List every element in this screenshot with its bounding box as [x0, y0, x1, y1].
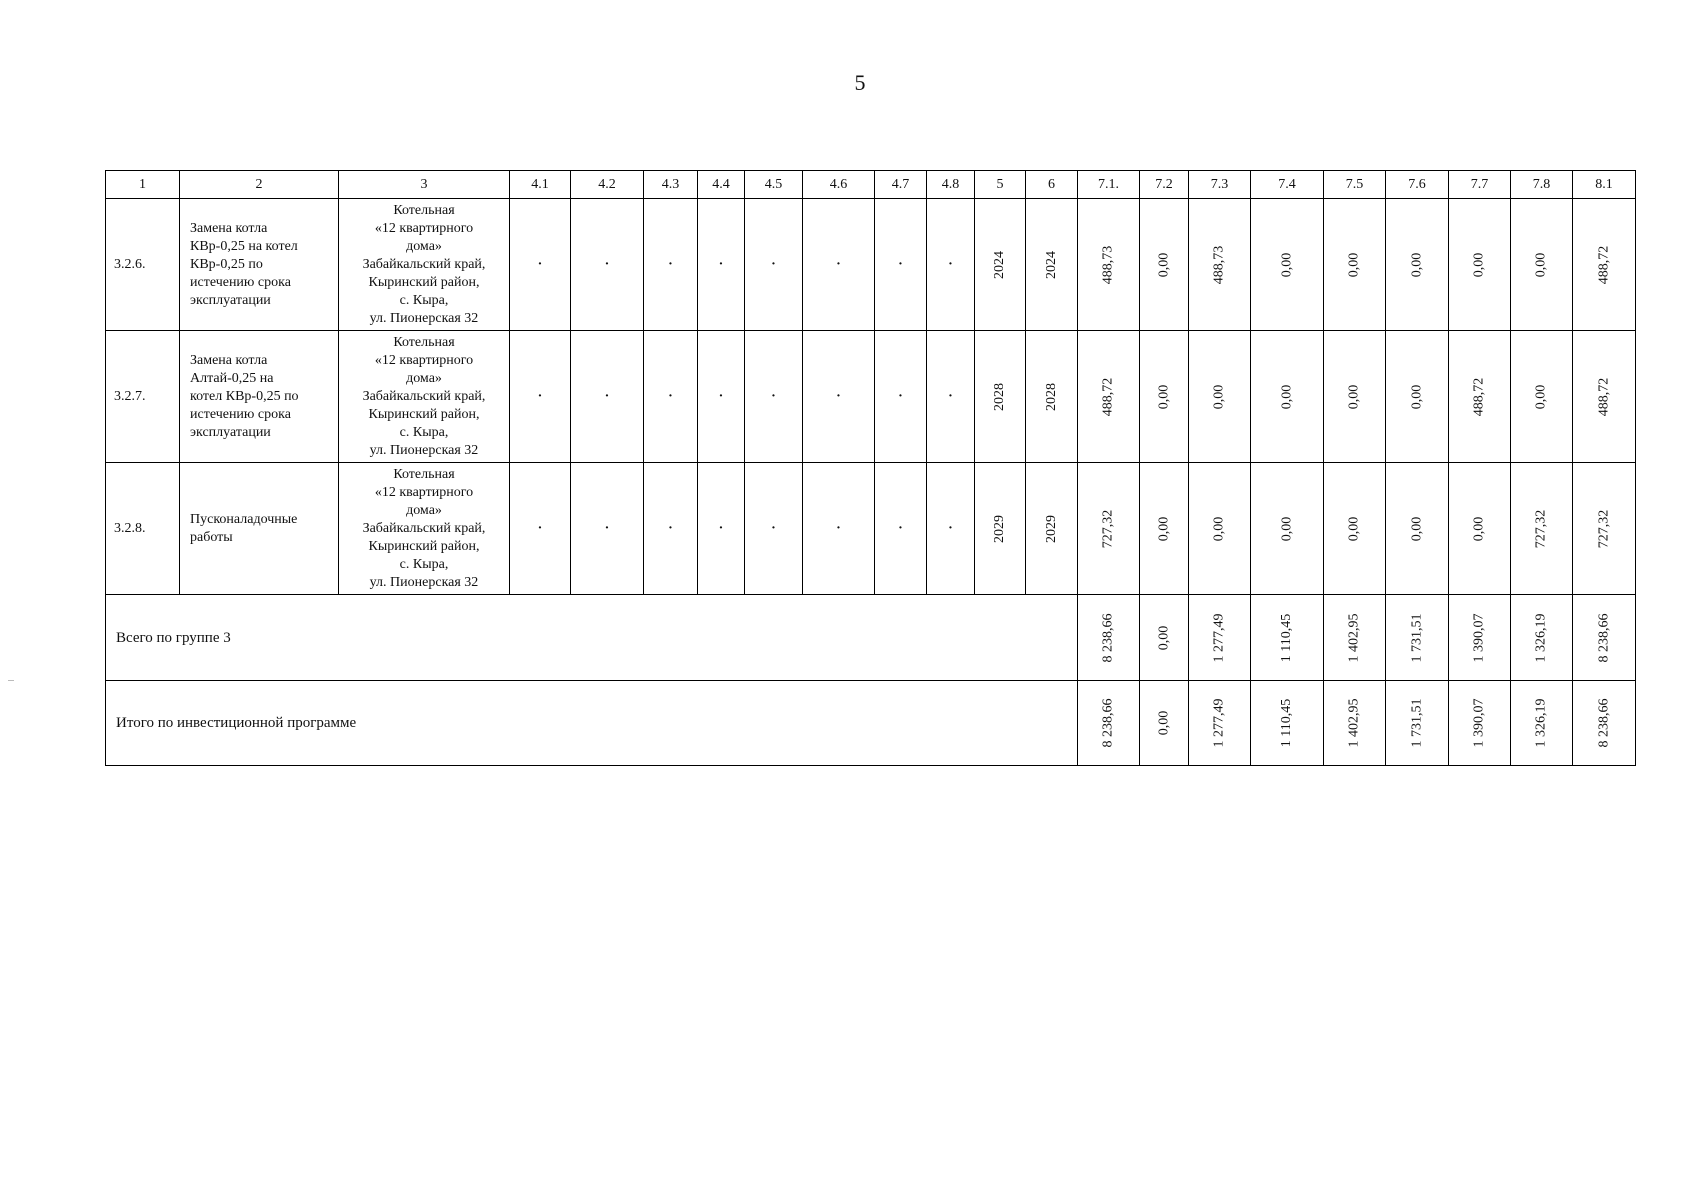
empty-indicator-cell	[510, 331, 571, 463]
empty-indicator-cell	[745, 199, 803, 331]
column-header: 7.3	[1189, 171, 1251, 199]
cell-value: 488,72	[1596, 377, 1611, 416]
value-cell	[1511, 331, 1573, 463]
dot-mark: ·	[836, 256, 841, 272]
cell-value: 0,00	[1279, 384, 1294, 409]
table-row	[106, 331, 1636, 463]
dot-mark: ·	[537, 388, 543, 404]
empty-indicator-cell	[745, 463, 803, 595]
text-line: Котельная	[393, 202, 455, 218]
cell-value: 488,73	[1211, 245, 1227, 284]
column-header: 2	[180, 171, 339, 199]
empty-indicator-cell	[571, 331, 644, 463]
cell-value: 0,00	[1409, 252, 1424, 277]
total-label: Всего по группе 3	[106, 595, 1078, 681]
text-line: ул. Пионерская 32	[369, 442, 479, 458]
value-cell	[1511, 463, 1573, 595]
empty-indicator-cell	[698, 199, 745, 331]
dot-mark: ·	[537, 256, 543, 272]
column-header: 3	[339, 171, 510, 199]
value-cell	[1386, 331, 1449, 463]
cell-value: 0,00	[1471, 516, 1487, 541]
cell-value: 0,00	[1346, 516, 1362, 541]
empty-indicator-cell	[644, 331, 698, 463]
column-header: 6	[1026, 171, 1078, 199]
value-cell	[1189, 331, 1251, 463]
value-cell	[1386, 463, 1449, 595]
empty-indicator-cell	[927, 331, 975, 463]
empty-indicator-cell	[803, 199, 875, 331]
cell-value: 0,00	[1409, 516, 1424, 541]
dot-mark: ·	[537, 520, 543, 536]
text-line: КВр-0,25 по	[190, 256, 263, 272]
empty-indicator-cell	[644, 463, 698, 595]
column-header: 7.5	[1324, 171, 1386, 199]
text-line: ул. Пионерская 32	[369, 574, 479, 590]
value-cell	[1189, 199, 1251, 331]
total-value-cell	[1078, 681, 1140, 766]
dot-mark: ·	[718, 388, 724, 404]
row-number: 3.2.6.	[106, 199, 180, 331]
work-name	[180, 463, 339, 595]
empty-indicator-cell	[927, 199, 975, 331]
cell-value: 0,00	[1211, 384, 1227, 409]
value-cell	[1449, 463, 1511, 595]
value-cell	[1324, 331, 1386, 463]
cell-value: 8 238,66	[1100, 613, 1116, 662]
total-value-cell	[1511, 595, 1573, 681]
empty-indicator-cell	[875, 331, 927, 463]
cell-value: 8 238,66	[1596, 698, 1611, 748]
cell-value: 0,00	[1471, 252, 1487, 277]
cell-value: 1 731,51	[1409, 698, 1424, 748]
row-number: 3.2.7.	[106, 331, 180, 463]
column-header: 4.8	[927, 171, 975, 199]
total-value-cell	[1189, 681, 1251, 766]
text-line: работы	[190, 529, 233, 545]
cell-value: 2024	[1043, 250, 1059, 279]
column-header: 1	[106, 171, 180, 199]
dot-mark: ·	[898, 256, 903, 272]
column-header: 4.7	[875, 171, 927, 199]
work-name	[180, 199, 339, 331]
column-header: 7.8	[1511, 171, 1573, 199]
dot-mark: ·	[771, 388, 776, 404]
cell-value: 0,00	[1156, 710, 1171, 736]
value-cell	[1078, 331, 1140, 463]
empty-indicator-cell	[803, 331, 875, 463]
column-header: 5	[975, 171, 1026, 199]
empty-indicator-cell	[875, 463, 927, 595]
text-line: ул. Пионерская 32	[369, 310, 479, 326]
empty-indicator-cell	[745, 331, 803, 463]
empty-indicator-cell	[644, 199, 698, 331]
dot-mark: ·	[948, 520, 953, 536]
text-line: Кыринский район,	[368, 538, 480, 554]
empty-indicator-cell	[698, 331, 745, 463]
text-line: Забайкальский край,	[362, 520, 486, 536]
total-value-cell	[1189, 595, 1251, 681]
value-cell	[1324, 199, 1386, 331]
cell-value: 0,00	[1533, 252, 1549, 277]
value-cell	[1573, 199, 1636, 331]
value-cell	[1251, 199, 1324, 331]
cell-value: 2028	[992, 382, 1007, 411]
cell-value: 0,00	[1533, 384, 1549, 409]
cell-value: 1 731,51	[1409, 613, 1424, 662]
year-end	[1026, 463, 1078, 595]
cell-value: 727,32	[1533, 509, 1549, 548]
cell-value: 2024	[992, 250, 1007, 279]
total-value-cell	[1324, 595, 1386, 681]
empty-indicator-cell	[510, 463, 571, 595]
dot-mark: ·	[771, 256, 776, 272]
cell-value: 8 238,66	[1100, 698, 1116, 748]
total-value-cell	[1324, 681, 1386, 766]
total-value-cell	[1078, 595, 1140, 681]
cell-value: 1 402,95	[1346, 698, 1362, 748]
empty-indicator-cell	[927, 463, 975, 595]
total-value-cell	[1511, 681, 1573, 766]
dot-mark: ·	[718, 520, 724, 536]
dot-mark: ·	[668, 388, 673, 404]
value-cell	[1140, 463, 1189, 595]
cell-value: 488,72	[1596, 245, 1611, 284]
work-name	[180, 331, 339, 463]
empty-indicator-cell	[803, 463, 875, 595]
dot-mark: ·	[836, 520, 841, 536]
empty-indicator-cell	[571, 199, 644, 331]
cell-value: 0,00	[1346, 252, 1362, 277]
header-row	[106, 171, 1636, 199]
cell-value: 1 390,07	[1471, 698, 1487, 748]
cell-value: 488,72	[1471, 377, 1487, 416]
text-line: Алтай-0,25 на	[190, 370, 274, 386]
text-line: КВр-0,25 на котел	[190, 238, 298, 254]
text-line: эксплуатации	[190, 424, 271, 440]
value-cell	[1251, 463, 1324, 595]
year-start	[975, 199, 1026, 331]
text-line: «12 квартирного	[374, 352, 474, 368]
empty-indicator-cell	[698, 463, 745, 595]
cell-value: 1 326,19	[1533, 698, 1549, 748]
text-line: Котельная	[393, 466, 455, 482]
total-value-cell	[1573, 681, 1636, 766]
location	[339, 199, 510, 331]
cell-value: 0,00	[1156, 252, 1171, 277]
value-cell	[1189, 463, 1251, 595]
empty-indicator-cell	[510, 199, 571, 331]
total-value-cell	[1449, 595, 1511, 681]
text-line: Котельная	[393, 334, 455, 350]
year-end	[1026, 331, 1078, 463]
year-start	[975, 463, 1026, 595]
cell-value: 488,72	[1100, 377, 1116, 416]
text-line: дома»	[406, 370, 442, 386]
cell-value: 0,00	[1156, 384, 1171, 409]
cell-value: 727,32	[1100, 509, 1116, 548]
cell-value: 1 277,49	[1211, 613, 1227, 662]
empty-indicator-cell	[571, 463, 644, 595]
column-header: 7.1.	[1078, 171, 1140, 199]
value-cell	[1251, 331, 1324, 463]
text-line: Забайкальский край,	[362, 256, 486, 272]
dot-mark: ·	[836, 388, 841, 404]
cell-value: 488,73	[1100, 245, 1116, 284]
dot-mark: ·	[771, 520, 776, 536]
row-number: 3.2.8.	[106, 463, 180, 595]
empty-indicator-cell	[875, 199, 927, 331]
dot-mark: ·	[668, 256, 673, 272]
total-value-cell	[1386, 595, 1449, 681]
dot-mark: ·	[604, 256, 610, 272]
cell-value: 2029	[1043, 514, 1059, 543]
text-line: Кыринский район,	[368, 274, 480, 290]
page-number: 5	[854, 70, 866, 95]
total-value-cell	[1573, 595, 1636, 681]
value-cell	[1324, 463, 1386, 595]
column-header: 4.3	[644, 171, 698, 199]
text-line: Пусконаладочные	[190, 511, 298, 527]
cell-value: 2028	[1043, 382, 1059, 411]
value-cell	[1449, 331, 1511, 463]
column-header: 4.1	[510, 171, 571, 199]
text-line: дома»	[406, 238, 442, 254]
total-value-cell	[1140, 681, 1189, 766]
text-line: Кыринский район,	[368, 406, 480, 422]
dot-mark: ·	[604, 388, 610, 404]
dot-mark: ·	[948, 388, 953, 404]
text-line: котел КВр-0,25 по	[190, 388, 299, 404]
cell-value: 0,00	[1211, 516, 1227, 541]
column-header: 4.5	[745, 171, 803, 199]
text-line: истечению срока	[190, 406, 291, 422]
value-cell	[1573, 331, 1636, 463]
value-cell	[1140, 199, 1189, 331]
text-line: с. Кыра,	[399, 424, 449, 440]
total-value-cell	[1251, 595, 1324, 681]
value-cell	[1386, 199, 1449, 331]
value-cell	[1449, 199, 1511, 331]
cell-value: 0,00	[1409, 384, 1424, 409]
cell-value: 1 326,19	[1533, 613, 1549, 662]
cell-value: 0,00	[1156, 516, 1171, 541]
text-line: эксплуатации	[190, 292, 271, 308]
text-line: «12 квартирного	[374, 220, 474, 236]
value-cell	[1140, 331, 1189, 463]
value-cell	[1573, 463, 1636, 595]
location	[339, 331, 510, 463]
cell-value: 727,32	[1596, 509, 1611, 548]
total-value-cell	[1140, 595, 1189, 681]
text-line: «12 квартирного	[374, 484, 474, 500]
cell-value: 0,00	[1346, 384, 1362, 409]
column-header: 7.7	[1449, 171, 1511, 199]
value-cell	[1078, 199, 1140, 331]
column-header: 4.4	[698, 171, 745, 199]
dot-mark: ·	[718, 256, 724, 272]
value-cell	[1078, 463, 1140, 595]
text-line: Замена котла	[190, 352, 268, 368]
dot-mark: ·	[604, 520, 610, 536]
total-row	[106, 681, 1636, 766]
column-header: 7.4	[1251, 171, 1324, 199]
table-row	[106, 463, 1636, 595]
column-header: 7.2	[1140, 171, 1189, 199]
cell-value: 0,00	[1279, 252, 1294, 277]
column-header: 4.2	[571, 171, 644, 199]
text-line: Забайкальский край,	[362, 388, 486, 404]
table-row	[106, 199, 1636, 331]
cell-value: 0,00	[1156, 625, 1171, 650]
text-line: Замена котла	[190, 220, 268, 236]
text-line: с. Кыра,	[399, 556, 449, 572]
investment-program-table	[105, 170, 1636, 766]
total-value-cell	[1251, 681, 1324, 766]
dot-mark: ·	[668, 520, 673, 536]
cell-value: 0,00	[1279, 516, 1294, 541]
total-value-cell	[1386, 681, 1449, 766]
cell-value: 1 390,07	[1471, 613, 1487, 662]
year-start	[975, 331, 1026, 463]
scan-artifact	[8, 680, 14, 681]
text-line: истечению срока	[190, 274, 291, 290]
column-header: 8.1	[1573, 171, 1636, 199]
cell-value: 1 277,49	[1211, 698, 1227, 748]
total-row	[106, 595, 1636, 681]
cell-value: 1 110,45	[1278, 698, 1294, 748]
cell-value: 1 110,45	[1278, 613, 1294, 662]
location	[339, 463, 510, 595]
cell-value: 1 402,95	[1346, 613, 1362, 662]
text-line: дома»	[406, 502, 442, 518]
dot-mark: ·	[898, 520, 903, 536]
column-header: 4.6	[803, 171, 875, 199]
cell-value: 8 238,66	[1596, 613, 1611, 662]
dot-mark: ·	[948, 256, 953, 272]
value-cell	[1511, 199, 1573, 331]
cell-value: 2029	[992, 514, 1007, 543]
column-header: 7.6	[1386, 171, 1449, 199]
text-line: с. Кыра,	[399, 292, 449, 308]
year-end	[1026, 199, 1078, 331]
dot-mark: ·	[898, 388, 903, 404]
total-value-cell	[1449, 681, 1511, 766]
total-label: Итого по инвестиционной программе	[106, 681, 1078, 766]
